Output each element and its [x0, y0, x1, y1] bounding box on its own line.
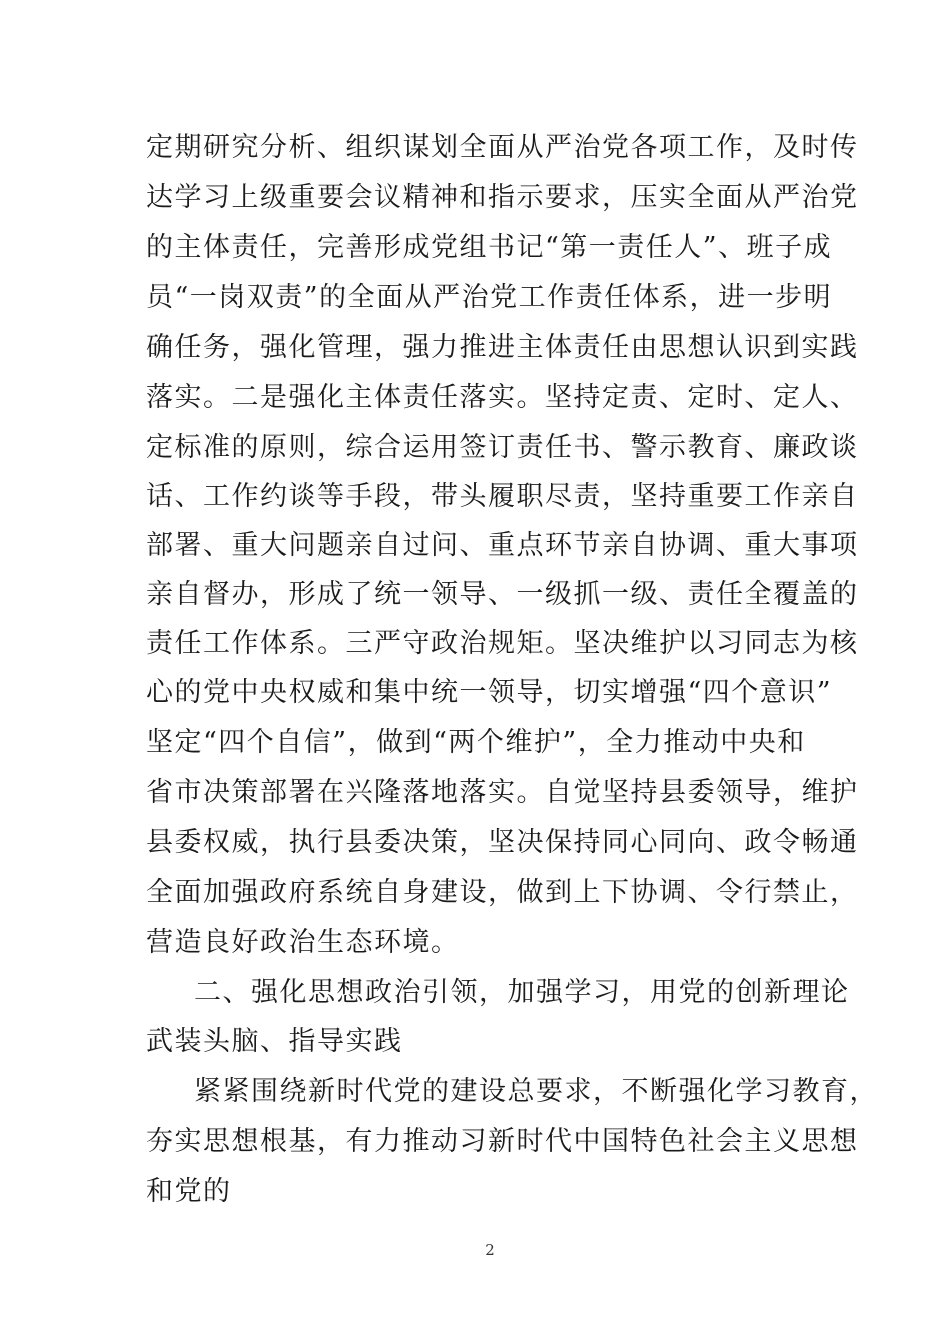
body-text-line: 营造良好政治生态环境。	[146, 927, 460, 958]
body-text-line: 责任工作体系。三严守政治规矩。坚决维护以习同志为核	[146, 628, 859, 659]
section-heading-line: 武装头脑、指导实践	[146, 1026, 403, 1057]
body-text-line: 定标准的原则，综合运用签订责任书、警示教育、廉政谈	[146, 432, 859, 463]
body-text-line: 坚定“四个自信”，做到“两个维护”，全力推动中央和	[146, 727, 806, 758]
page-number: 2	[485, 1241, 495, 1259]
body-text-line: 紧紧围绕新时代党的建设总要求，不断强化学习教育，	[194, 1076, 878, 1107]
body-text-line: 省市决策部署在兴隆落地落实。自觉坚持县委领导，维护	[146, 777, 859, 808]
body-text-line: 定期研究分析、组织谋划全面从严治党各项工作，及时传	[146, 132, 859, 163]
body-text-line: 话、工作约谈等手段，带头履职尽责，坚持重要工作亲自	[146, 481, 859, 512]
body-text-line: 落实。二是强化主体责任落实。坚持定责、定时、定人、	[146, 382, 859, 413]
body-text-line: 心的党中央权威和集中统一领导，切实增强“四个意识”	[146, 677, 833, 708]
body-text-line: 全面加强政府系统自身建设，做到上下协调、令行禁止，	[146, 877, 859, 908]
body-text-line: 县委权威，执行县委决策，坚决保持同心同向、政令畅通	[146, 827, 859, 858]
body-text-line: 部署、重大问题亲自过问、重点环节亲自协调、重大事项	[146, 530, 859, 561]
body-text-line: 达学习上级重要会议精神和指示要求，压实全面从严治党	[146, 182, 859, 213]
body-text-line: 员“一岗双责”的全面从严治党工作责任体系，进一步明	[146, 282, 833, 313]
section-heading-line: 二、强化思想政治引领，加强学习，用党的创新理论	[194, 977, 850, 1008]
body-text-line: 亲自督办，形成了统一领导、一级抓一级、责任全覆盖的	[146, 579, 859, 610]
body-text-line: 和党的	[146, 1176, 232, 1207]
body-text-line: 夯实思想根基，有力推动习新时代中国特色社会主义思想	[146, 1126, 859, 1157]
body-text-line: 的主体责任，完善形成党组书记“第一责任人”、班子成	[146, 232, 833, 263]
body-text-line: 确任务，强化管理，强力推进主体责任由思想认识到实践	[146, 332, 859, 363]
